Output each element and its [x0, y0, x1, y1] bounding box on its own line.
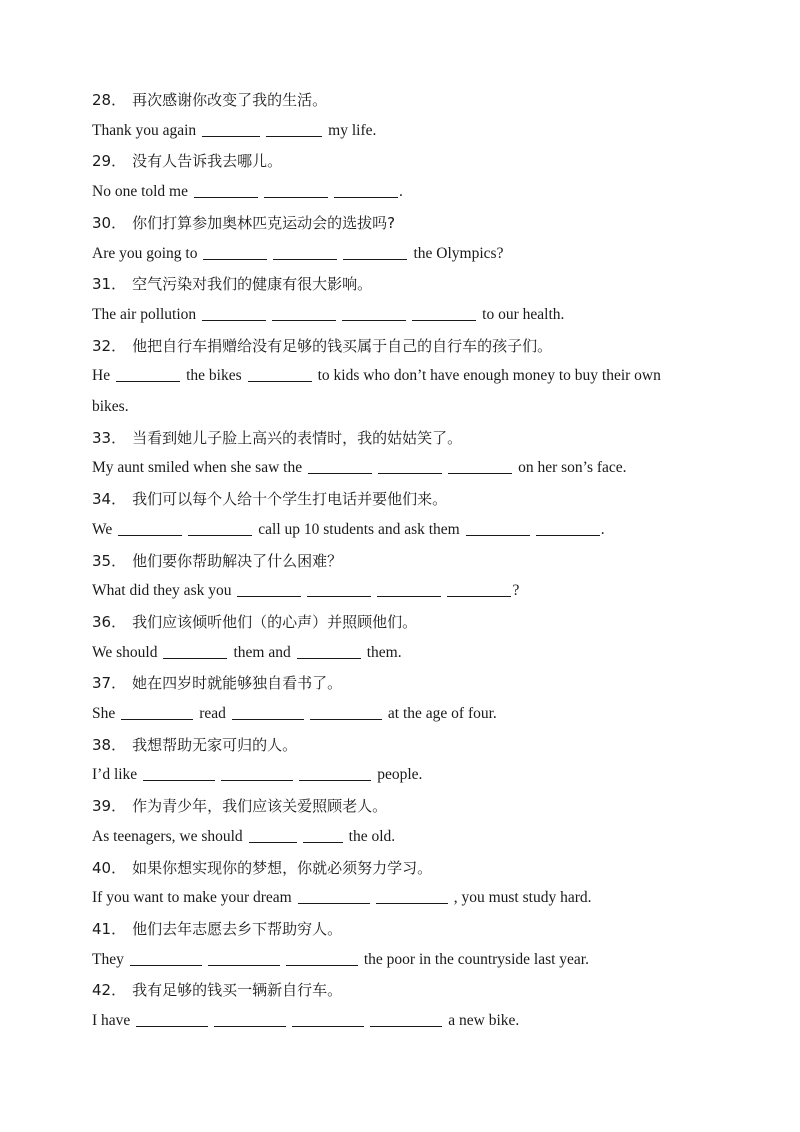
- question-number: 39．: [92, 797, 127, 816]
- answer-blank[interactable]: [370, 1012, 442, 1027]
- question-number: 28．: [92, 91, 127, 109]
- chinese-sentence: 我有足够的钱买一辆新自行车。: [132, 981, 343, 1000]
- sentence-text: My aunt smiled when she saw the: [92, 459, 303, 477]
- sentence-text: .: [399, 183, 403, 201]
- sentence-text: the poor in the countryside last year.: [363, 950, 589, 968]
- answer-blank[interactable]: [214, 1012, 286, 1027]
- answer-blank[interactable]: [273, 245, 337, 260]
- chinese-sentence: 他们去年志愿去乡下帮助穷人。: [132, 919, 343, 938]
- answer-blank[interactable]: [232, 705, 304, 720]
- answer-blank[interactable]: [310, 705, 382, 720]
- answer-blank[interactable]: [376, 889, 448, 904]
- question-prompt: [92, 428, 700, 448]
- sentence-text: people.: [377, 766, 423, 784]
- answer-blank[interactable]: [202, 122, 260, 137]
- answer-blank[interactable]: [130, 951, 202, 966]
- chinese-sentence: 我们可以每个人给十个学生打电话并要他们来。: [132, 490, 448, 509]
- question-prompt: [92, 858, 700, 878]
- question-number: 42．: [92, 981, 127, 1000]
- sentence-text: ?: [512, 582, 520, 600]
- answer-blank[interactable]: [298, 889, 370, 904]
- answer-blank[interactable]: [307, 582, 371, 597]
- answer-blank[interactable]: [299, 766, 371, 781]
- english-sentence: [92, 244, 700, 264]
- sentence-text: We: [92, 520, 113, 538]
- question-number: 38．: [92, 735, 127, 754]
- answer-blank[interactable]: [116, 367, 180, 382]
- question-prompt: [92, 919, 700, 939]
- question-number: 41．: [92, 919, 127, 938]
- question-prompt: [92, 796, 700, 816]
- answer-blank[interactable]: [272, 306, 336, 321]
- chinese-sentence: 我们应该倾听他们（的心声）并照顾他们。: [132, 612, 418, 631]
- answer-blank[interactable]: [377, 582, 441, 597]
- sentence-text: to kids who don’t have enough money to buy their own: [317, 367, 661, 385]
- sentence-text: on her son’s face.: [518, 459, 627, 477]
- english-sentence: [92, 182, 700, 202]
- sentence-text: them.: [366, 643, 402, 661]
- answer-blank[interactable]: [202, 306, 266, 321]
- sentence-text: my life.: [328, 121, 377, 139]
- question-number: 35．: [92, 551, 127, 570]
- answer-blank[interactable]: [188, 521, 252, 536]
- answer-blank[interactable]: [378, 459, 442, 474]
- answer-blank[interactable]: [448, 459, 512, 474]
- question-number: 40．: [92, 858, 127, 877]
- sentence-text: The air pollution: [92, 305, 197, 323]
- sentence-text: As teenagers, we should: [92, 827, 243, 845]
- english-sentence: [92, 458, 700, 478]
- sentence-text: a new bike.: [448, 1012, 520, 1029]
- answer-blank[interactable]: [264, 183, 328, 198]
- answer-blank[interactable]: [249, 828, 297, 843]
- sentence-text: at the age of four.: [387, 705, 497, 722]
- english-sentence: [92, 765, 700, 785]
- question-number: 32．: [92, 336, 127, 355]
- sentence-text: He: [92, 367, 111, 385]
- answer-blank[interactable]: [292, 1012, 364, 1027]
- question-number: 31．: [92, 275, 127, 294]
- sentence-text: No one told me: [92, 183, 188, 201]
- answer-blank[interactable]: [208, 951, 280, 966]
- sentence-text: She: [92, 705, 116, 722]
- answer-blank[interactable]: [136, 1012, 208, 1027]
- answer-blank[interactable]: [447, 582, 511, 597]
- chinese-sentence: 我想帮助无家可归的人。: [132, 735, 298, 754]
- sentence-text: They: [92, 950, 124, 968]
- english-sentence: [92, 305, 700, 325]
- question-prompt: [92, 551, 700, 571]
- answer-blank[interactable]: [163, 644, 227, 659]
- sentence-text: .: [600, 520, 605, 538]
- question-prompt: [92, 980, 700, 1000]
- question-prompt: [92, 213, 700, 233]
- chinese-sentence: 她在四岁时就能够独自看书了。: [132, 674, 343, 693]
- english-sentence: [92, 366, 700, 386]
- answer-blank[interactable]: [308, 459, 372, 474]
- answer-blank[interactable]: [297, 644, 361, 659]
- answer-blank[interactable]: [194, 183, 258, 198]
- chinese-sentence: 作为青少年，我们应该关爱照顾老人。: [132, 797, 388, 816]
- question-prompt: [92, 151, 700, 171]
- answer-blank[interactable]: [343, 245, 407, 260]
- sentence-text: the old.: [348, 827, 396, 845]
- english-sentence: [92, 704, 700, 724]
- english-sentence: [92, 1011, 700, 1031]
- english-sentence: [92, 121, 700, 141]
- sentence-text: Are you going to: [92, 244, 198, 262]
- sentence-text: the bikes: [186, 367, 242, 385]
- question-number: 29．: [92, 152, 127, 171]
- sentence-text: If you want to make your dream: [92, 889, 292, 907]
- english-sentence: [92, 581, 700, 601]
- question-prompt: [92, 612, 700, 632]
- question-prompt: [92, 90, 700, 110]
- question-prompt: [92, 735, 700, 755]
- answer-blank[interactable]: [118, 521, 182, 536]
- question-number: 36．: [92, 612, 127, 631]
- answer-blank[interactable]: [303, 828, 343, 843]
- answer-blank[interactable]: [266, 122, 322, 137]
- question-number: 37．: [92, 674, 127, 693]
- sentence-text: What did they ask you: [92, 582, 232, 600]
- answer-blank[interactable]: [536, 521, 600, 536]
- sentence-text: them and: [233, 643, 291, 661]
- chinese-sentence: 他们要你帮助解决了什么困难？: [132, 551, 343, 570]
- chinese-sentence: 没有人告诉我去哪儿。: [132, 152, 283, 171]
- answer-blank[interactable]: [143, 766, 215, 781]
- answer-blank[interactable]: [466, 521, 530, 536]
- answer-blank[interactable]: [248, 367, 312, 382]
- question-prompt: [92, 274, 700, 294]
- sentence-text: the Olympics?: [413, 244, 504, 262]
- answer-blank[interactable]: [412, 306, 476, 321]
- english-sentence: [92, 827, 700, 847]
- english-sentence: [92, 520, 700, 540]
- chinese-sentence: 再次感谢你改变了我的生活。: [132, 91, 328, 109]
- chinese-sentence: 空气污染对我们的健康有很大影响。: [132, 275, 373, 294]
- chinese-sentence: 你们打算参加奥林匹克运动会的选拔吗?: [132, 213, 396, 232]
- answer-blank[interactable]: [221, 766, 293, 781]
- sentence-text: read: [199, 705, 226, 722]
- answer-blank[interactable]: [203, 245, 267, 260]
- english-sentence-continued: bikes.: [92, 398, 129, 415]
- chinese-sentence: 如果你想实现你的梦想，你就必须努力学习。: [132, 858, 433, 877]
- question-prompt: [92, 336, 700, 356]
- sentence-text: Thank you again: [92, 121, 197, 139]
- sentence-text: I’d like: [92, 766, 138, 784]
- sentence-text: , you must study hard.: [453, 889, 592, 907]
- answer-blank[interactable]: [342, 306, 406, 321]
- sentence-text: call up 10 students and ask them: [258, 520, 460, 538]
- sentence-text: I have: [92, 1012, 131, 1029]
- question-number: 30．: [92, 213, 127, 232]
- english-sentence: [92, 643, 700, 663]
- english-sentence: [92, 950, 700, 970]
- answer-blank[interactable]: [121, 705, 193, 720]
- question-number: 34．: [92, 490, 127, 509]
- question-number: 33．: [92, 428, 127, 447]
- answer-blank[interactable]: [334, 183, 398, 198]
- chinese-sentence: 他把自行车捐赠给没有足够的钱买属于自己的自行车的孩子们。: [132, 336, 553, 355]
- question-prompt: [92, 673, 700, 693]
- answer-blank[interactable]: [237, 582, 301, 597]
- chinese-sentence: 当看到她儿子脸上高兴的表情时，我的姑姑笑了。: [132, 428, 463, 447]
- answer-blank[interactable]: [286, 951, 358, 966]
- english-sentence: [92, 888, 700, 908]
- sentence-text: We should: [92, 643, 158, 661]
- question-prompt: [92, 489, 700, 509]
- sentence-text: to our health.: [482, 305, 565, 323]
